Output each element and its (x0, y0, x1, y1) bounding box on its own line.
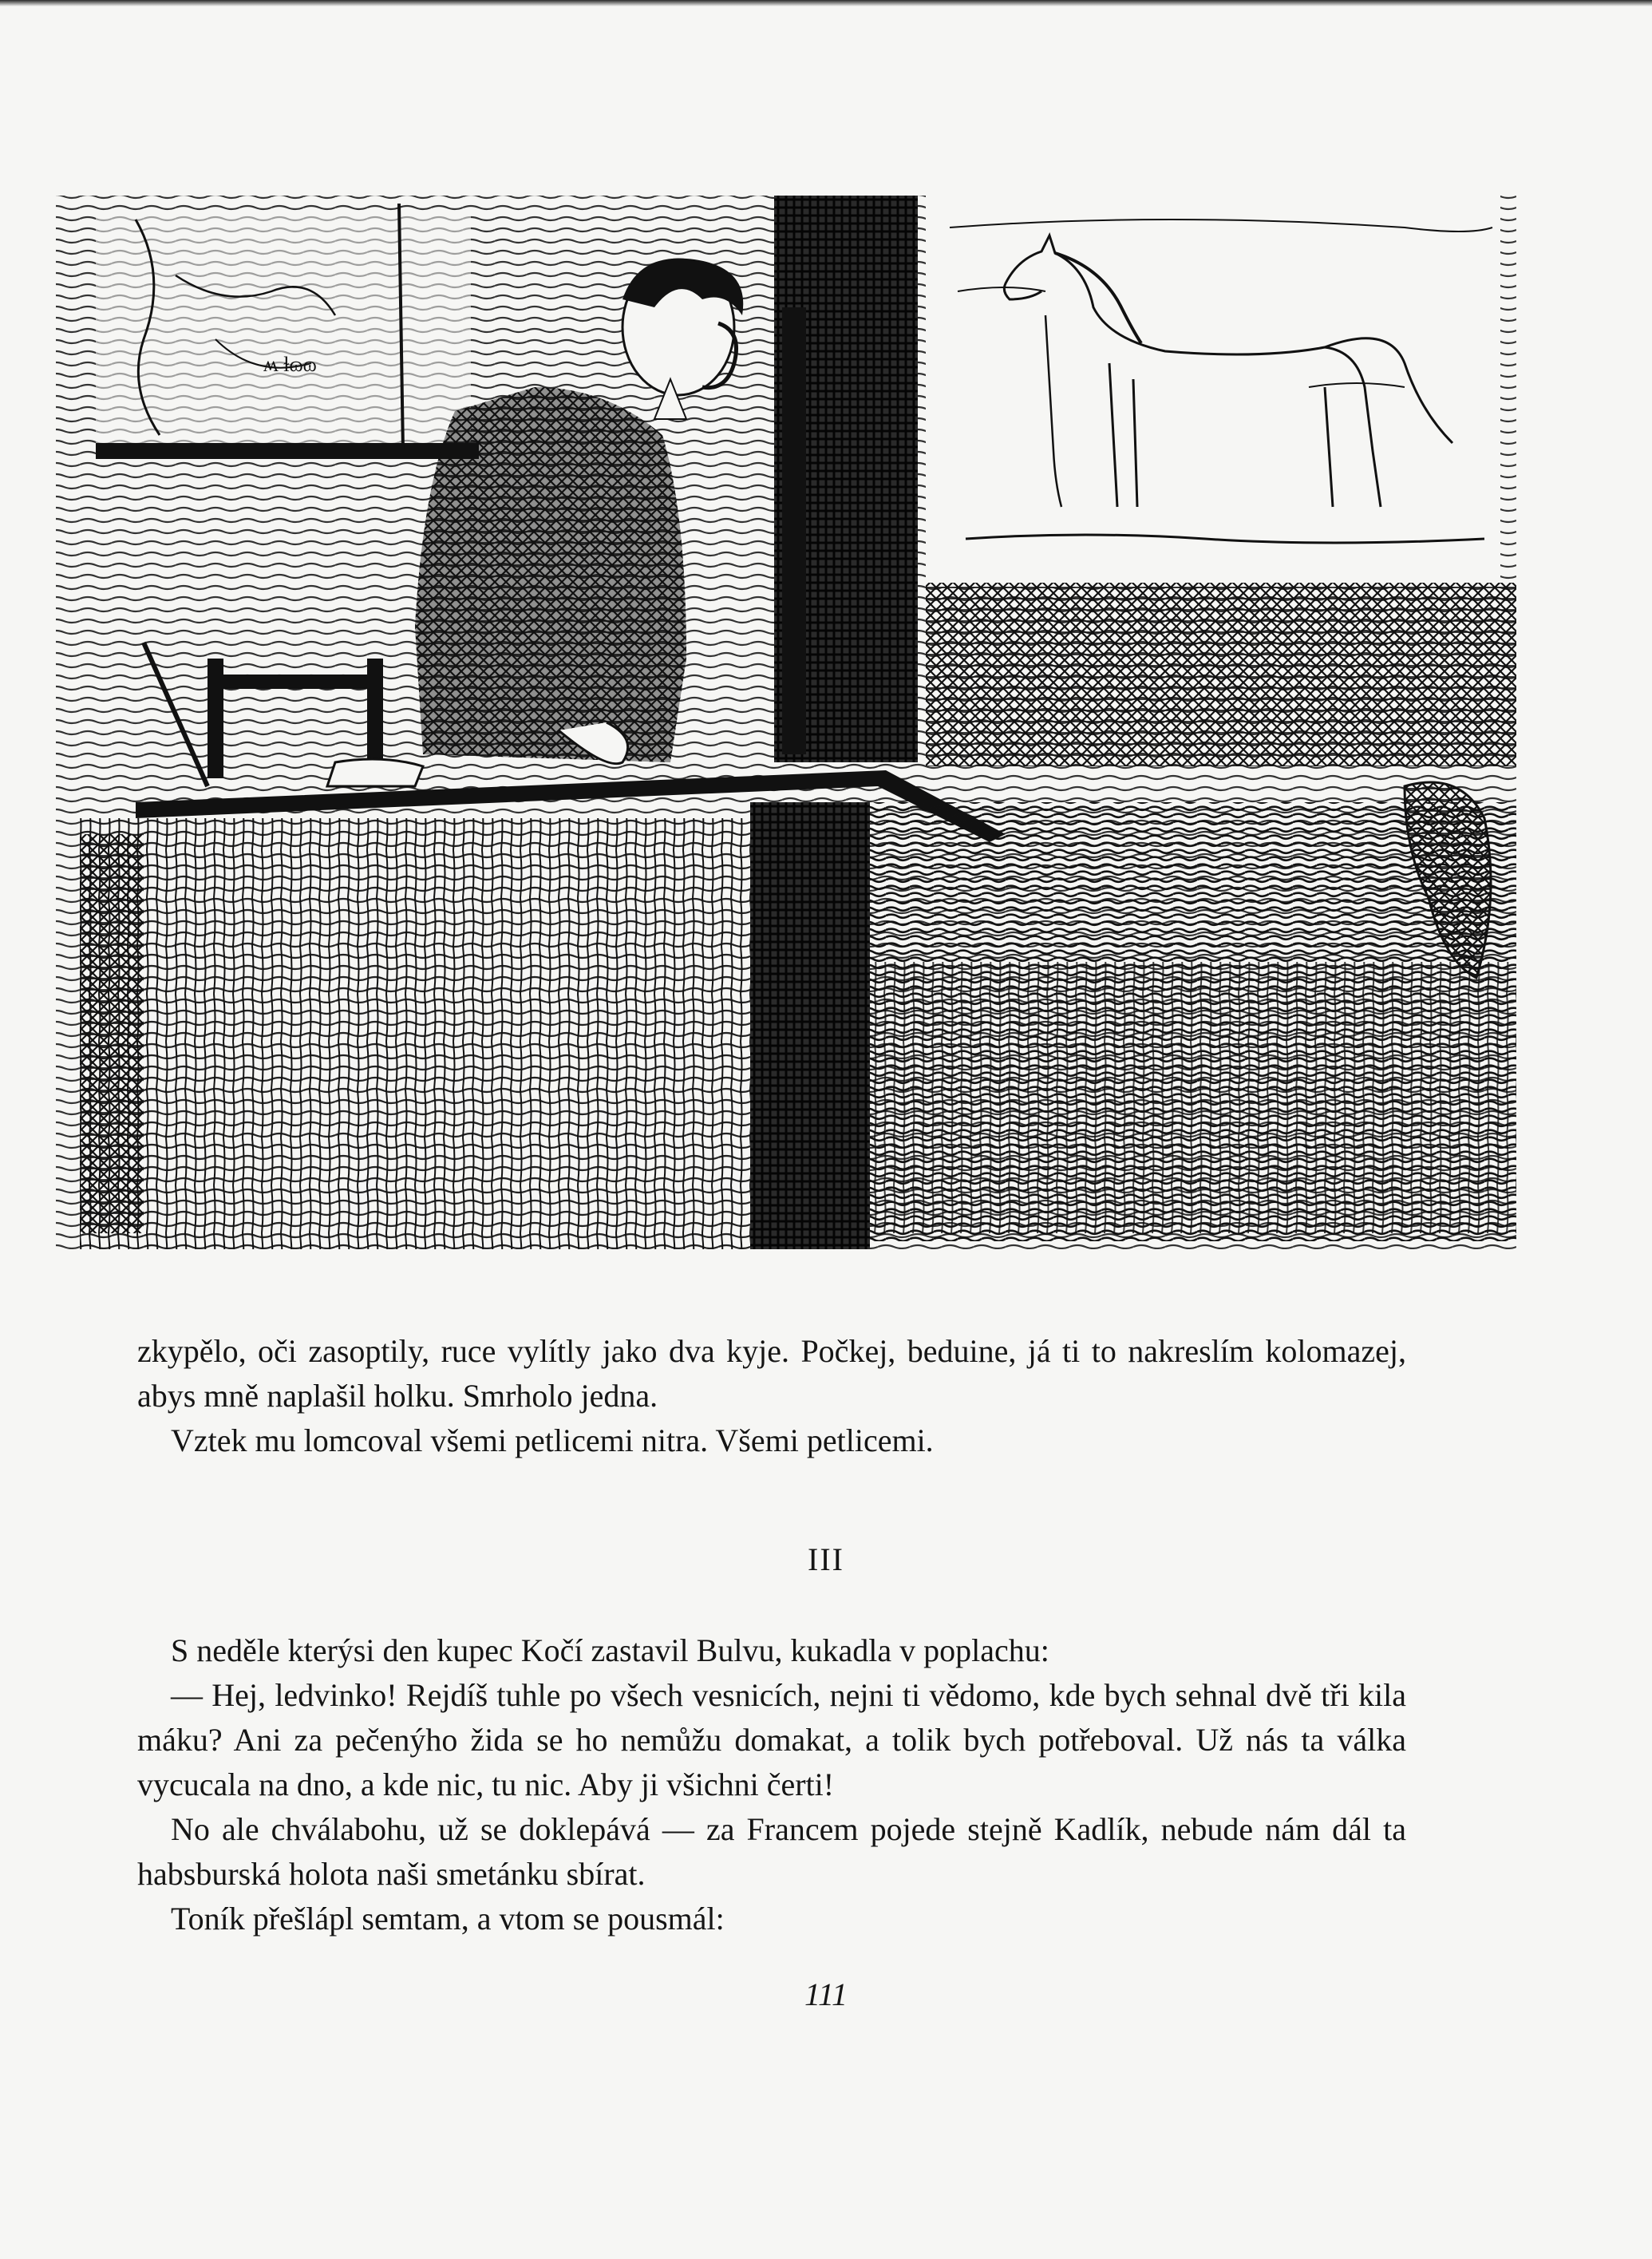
paragraph: S neděle kterýsi den kupec Kočí zastavil Bulvu, kukadla v poplachu: (171, 1632, 1049, 1668)
body-text-bottom (137, 1628, 1406, 1941)
horse-picture (926, 196, 1516, 766)
page-top-edge (0, 0, 1652, 6)
page-number: 111 (804, 1976, 848, 2012)
paragraph: Vztek mu lomcoval všemi petlicemi nitra. Všemi petlicemi. (171, 1422, 934, 1458)
wall-map (96, 204, 479, 459)
counter-corner (750, 802, 870, 1249)
paragraph: — Hej, ledvinko! Rejdíš tuhle po všech vesnicích, nejni ti vědomo, kde bych sehnal dvě tři kila máku? Ani za pečenýho žida se ho nemůžu domakat, a tolik bych potřeboval. Už nás ta válka vycucala na dno, a kde nic, tu nic. Aby ji všichni čerti! (137, 1677, 1406, 1802)
chapter-heading: III (808, 1541, 844, 1577)
paragraph: zkypělo, oči zasoptily, ruce vylítly jako dva kyje. Počkej, beduine, já ti to nakreslím kolomazej, abys mně naplašil holku. Smrholo jedna. (137, 1333, 1406, 1414)
paragraph: Toník přešlápl semtam, a vtom se pousmál: (171, 1901, 725, 1937)
svg-text:ʍ ɫɷɷ: ʍ ɫɷɷ (263, 353, 317, 376)
body-text-top (137, 1329, 1406, 1463)
illustration (48, 180, 1524, 1289)
paragraph: No ale chválabohu, už se doklepává — za Francem pojede stejně Kadlík, nebude nám dál ta habsburská holota naši smetánku sbírat. (137, 1811, 1406, 1892)
